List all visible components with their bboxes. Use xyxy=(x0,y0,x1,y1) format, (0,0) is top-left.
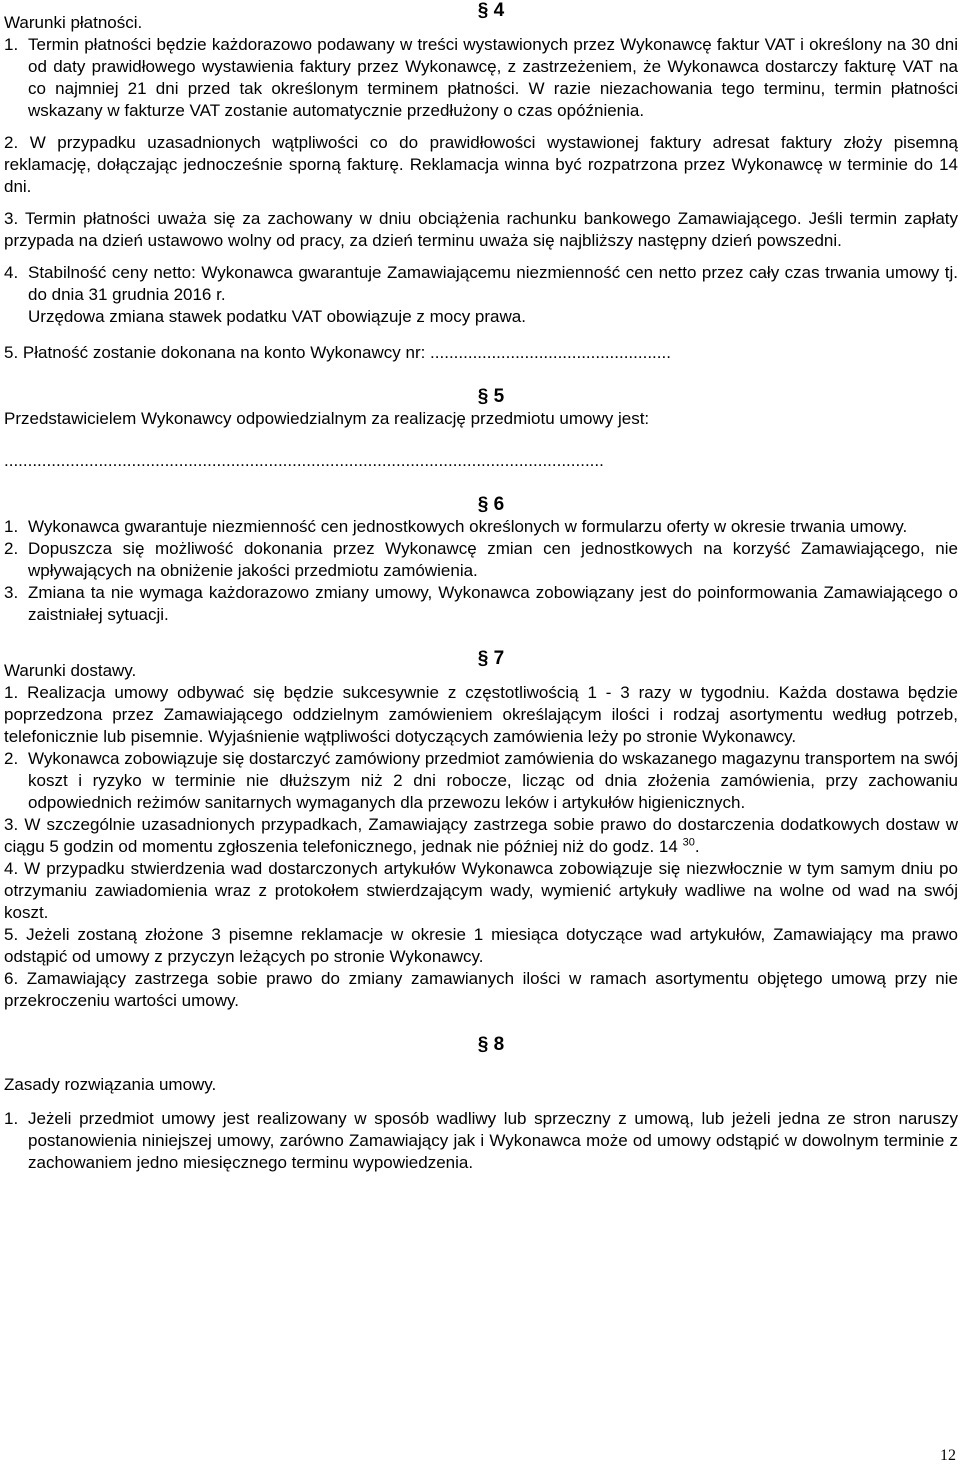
item-text: W przypadku stwierdzenia wad dostarczonych artykułów Wykonawca zobowiązuje się niezwłocznie w tym samym dniu po otrzymaniu zawiadomienia wraz z protokołem stwierdzającym wady, wymienić artykuły wadliwe na wolne od wad na swój koszt. xyxy=(4,859,958,922)
representative-placeholder-dots: ............................................................................................................................... xyxy=(4,451,604,470)
item-number: 4. xyxy=(4,263,19,282)
item-number: 4. xyxy=(4,859,19,878)
section-4-item-5 xyxy=(4,342,958,364)
item-number: 3. xyxy=(4,583,19,602)
section-5-heading: § 5 xyxy=(477,386,505,407)
document-page xyxy=(4,0,958,1174)
section-4-title: Warunki płatności. xyxy=(4,13,143,32)
section-7-item-2 xyxy=(4,748,958,814)
item-text: W przypadku uzasadnionych wątpliwości co do prawidłowości wystawionej faktury adresat faktury złoży pisemną reklamację, dołączając jednocześnie sporną fakturę. Reklamacja winna być rozpatrzona przez Wykonawcę w terminie do 14 dni. xyxy=(4,133,958,196)
item-text: Stabilność ceny netto: Wykonawca gwarantuje Zamawiającemu niezmienność cen netto przez cały czas trwania umowy tj. do dnia 31 grudnia 2016 r. xyxy=(28,263,958,304)
item-text: Jeżeli przedmiot umowy jest realizowany w sposób wadliwy lub sprzeczny z umową, lub jeżeli jedna ze stron naruszy postanowienia niniejszej umowy, zarówno Zamawiający jak i Wykonawca może od umowy odstąpić w dowolnym terminie z zachowaniem jedno miesięcznego terminu wypowiedzenia. xyxy=(28,1109,958,1172)
item-number: 3. xyxy=(4,815,19,834)
item-text: Wykonawca gwarantuje niezmienność cen jednostkowych określonych w formularzu oferty w okresie trwania umowy. xyxy=(28,517,908,536)
item-number: 3. xyxy=(4,209,19,228)
section-6-item-3 xyxy=(4,582,958,626)
item-number: 5. xyxy=(4,343,19,362)
item-text: Dopuszcza się możliwość dokonania przez Wykonawcę zmian cen jednostkowych na korzyść Zamawiającego, nie wpływających na obniżenie jakości przedmiotu zamówienia. xyxy=(28,539,958,580)
section-7-item-1 xyxy=(4,682,958,748)
item-number: 5. xyxy=(4,925,19,944)
section-8-title: Zasady rozwiązania umowy. xyxy=(4,1075,217,1094)
item-text-tail: . xyxy=(694,837,700,856)
section-7-item-4 xyxy=(4,858,958,924)
section-4-item-1 xyxy=(4,34,958,122)
section-4-item-2 xyxy=(4,132,958,198)
item-text: Realizacja umowy odbywać się będzie sukcesywnie z częstotliwością 1 - 3 razy w tygodniu. Każda dostawa będzie poprzedzona przez Zamawiającego oddzielnym zamówieniem określającym ilości i rodzaj asortymentu według potrzeb, telefonicznie lub pisemnie. Wyjaśnienie wątpliwości dotyczących zamówienia leży po stronie Wykonawcy. xyxy=(4,683,958,746)
section-7-heading: § 7 xyxy=(477,648,505,669)
item-number: 2. xyxy=(4,749,19,768)
item-text: Termin płatności uważa się za zachowany w dniu obciążenia rachunku bankowego Zamawiającego. Jeśli termin zapłaty przypada na dzień ustawowo wolny od pracy, za dzień terminu uważa się najbliższy następny dzień powszedni. xyxy=(4,209,958,250)
section-6-item-1 xyxy=(4,516,958,538)
section-8-item-1 xyxy=(4,1108,958,1174)
item-text: W szczególnie uzasadnionych przypadkach, Zamawiający zastrzega sobie prawo do dostarczenia dodatkowych dostaw w ciągu 5 godzin od momentu zgłoszenia telefonicznego, jednak nie później niż do godz. 14 xyxy=(4,815,958,856)
item-text: Płatność zostanie dokonana na konto Wykonawcy nr: ................................................... xyxy=(22,343,671,362)
section-6-item-2 xyxy=(4,538,958,582)
section-6-heading: § 6 xyxy=(477,494,505,515)
section-7-item-5 xyxy=(4,924,958,968)
section-7-title: Warunki dostawy. xyxy=(4,661,137,680)
section-4-heading: § 4 xyxy=(477,0,505,21)
item-number: 2. xyxy=(4,133,19,152)
item-text: Zmiana ta nie wymaga każdorazowo zmiany umowy, Wykonawca zobowiązany jest do poinformowania Zamawiającego o zaistniałej sytuacji. xyxy=(28,583,958,624)
item-number: 1. xyxy=(4,35,19,54)
item-number: 2. xyxy=(4,539,19,558)
section-7-item-3 xyxy=(4,814,958,858)
time-superscript: 30 xyxy=(682,836,695,849)
item-text: Jeżeli zostaną złożone 3 pisemne reklamacje w okresie 1 miesiąca dotyczące wad artykułów, Zamawiający ma prawo odstąpić od umowy z przyczyn leżących po stronie Wykonawcy. xyxy=(4,925,959,966)
item-number: 1. xyxy=(4,1109,19,1128)
section-5-text: Przedstawicielem Wykonawcy odpowiedzialnym za realizację przedmiotu umowy jest: xyxy=(4,409,650,428)
item-text: Termin płatności będzie każdorazowo podawany w treści wystawionych przez Wykonawcę faktur VAT i określony na 30 dni od daty prawidłowego wystawienia faktury przez Wykonawcę, z zastrzeżeniem, że Wykonawca dostarczy fakturę VAT na co najmniej 21 dni przed tak określonym terminem płatności. W razie niezachowania tego terminu, termin płatności wskazany w fakturze VAT zostanie automatycznie przedłużony o czas opóźnienia. xyxy=(28,35,958,120)
page-number: 12 xyxy=(940,1447,956,1464)
item-text-2: Urzędowa zmiana stawek podatku VAT obowiązuje z mocy prawa. xyxy=(28,307,526,326)
section-4-item-3 xyxy=(4,208,958,252)
item-number: 1. xyxy=(4,683,19,702)
item-text: Wykonawca zobowiązuje się dostarczyć zamówiony przedmiot zamówienia do wskazanego magazynu transportem na swój koszt i ryzyko w terminie nie dłuższym niż 2 dni robocze, licząc od dnia złożenia zamówienia, przy zachowaniu odpowiednich reżimów sanitarnych wymaganych dla przewozu leków i artykułów higienicznych. xyxy=(28,749,958,812)
item-text: Zamawiający zastrzega sobie prawo do zmiany zamawianych ilości w ramach asortymentu objętego umową przy nie przekroczeniu wartości umowy. xyxy=(4,969,958,1010)
section-4-item-4 xyxy=(4,262,958,328)
item-number: 6. xyxy=(4,969,19,988)
section-8-heading: § 8 xyxy=(477,1034,505,1055)
section-7-item-6 xyxy=(4,968,958,1012)
item-number: 1. xyxy=(4,517,19,536)
